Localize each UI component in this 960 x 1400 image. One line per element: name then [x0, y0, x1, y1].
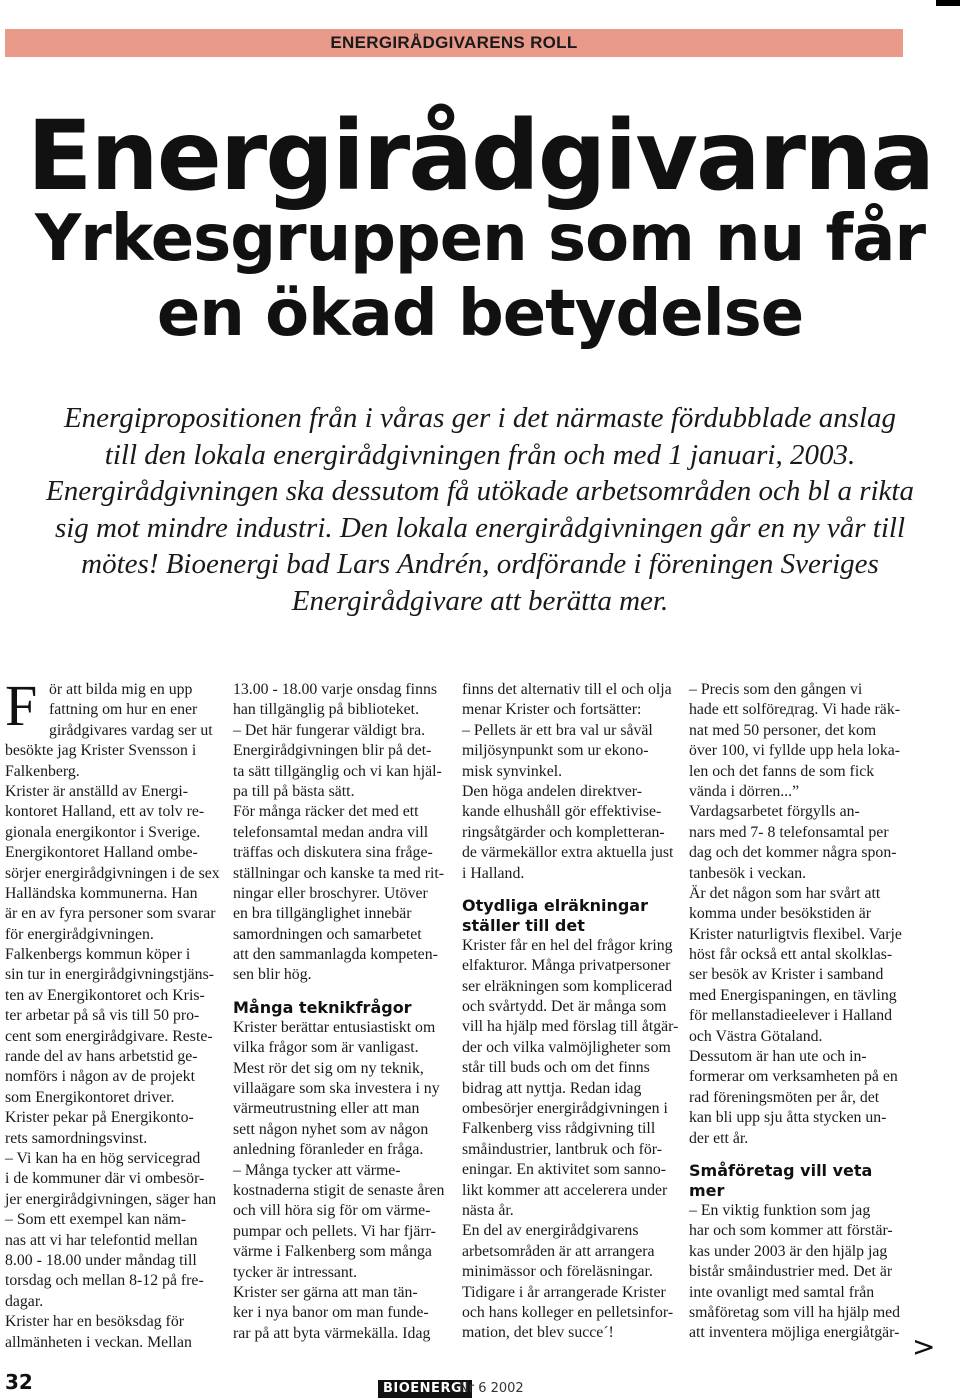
body-text-line: Krister pekar på Energikonto-	[5, 1109, 194, 1127]
article-column-3	[462, 680, 692, 1344]
body-text-line: telefonsamtal medan andra vill	[233, 823, 429, 841]
body-text-line: värmeutrustning eller att man	[233, 1100, 420, 1118]
body-text-line: i Halland.	[462, 864, 525, 882]
body-text-line: gionala energikontor i Sverige.	[5, 823, 201, 841]
body-text-line: småföretag som vill ha hjälp med	[689, 1303, 901, 1321]
body-text-line: misk synvinkel.	[462, 762, 563, 780]
lead-paragraph	[20, 400, 940, 619]
body-text-line: och svårtydd. Det är många som	[462, 998, 667, 1016]
body-text-line: Energikontoret Halland ombe-	[5, 844, 198, 862]
body-text-line: nas att vi har telefontid mellan	[5, 1231, 198, 1249]
body-text-line: Energirådgivningen blir på det-	[233, 742, 432, 760]
subhead-line: mer	[689, 1180, 725, 1200]
body-text-line: hade ett solförедrag. Vi hade räk-	[689, 701, 900, 719]
body-text-line: 8.00 - 18.00 under måndag till	[5, 1251, 197, 1269]
body-text-line: för energirådgivningen.	[5, 925, 154, 943]
body-text-line: jer energirådgivningen, säger han	[5, 1190, 217, 1208]
subhead-line: Otydliga elräkningar	[462, 895, 648, 915]
body-text-line: Halländska kommunerna. Han	[5, 884, 198, 902]
subhead-line: Småföretag vill veta	[689, 1160, 873, 1180]
body-text-line: Krister har en besöksdag för	[5, 1313, 184, 1331]
body-text-line: eningar. En aktivitet som sanno-	[462, 1161, 667, 1179]
body-text-line: bistår småindustrier med. Det är	[689, 1263, 893, 1281]
body-text-line: Krister får en hel del frågor kring	[462, 936, 673, 954]
body-text-line: kande elhushåll gör effektivise-	[462, 803, 662, 821]
body-text-line: Falkenberg viss rådgivning till	[462, 1120, 656, 1138]
body-text-line: ser elräkningen som komplicerad	[462, 977, 673, 995]
body-text-line: finns det alternativ till el och olja	[462, 681, 672, 698]
lead-line: sig mot mindre industri. Den lokala energirådgivningen går en ny vår till	[54, 511, 906, 544]
body-text-line: rande del av hans arbetstid ge-	[5, 1048, 198, 1066]
subhead-otydliga-elrakningar	[462, 896, 692, 936]
body-text-line: står till buds och om det finns	[462, 1059, 650, 1077]
continue-arrow-icon: >	[912, 1330, 936, 1363]
body-text-line: för mellanstadieelever i Halland	[689, 1007, 893, 1025]
body-text-line: kas under 2003 är den hjälp jag	[689, 1242, 888, 1260]
body-text-line: nomförs i någon av de projekt	[5, 1068, 195, 1086]
subhead-text: Många teknikfrågor	[233, 997, 412, 1017]
page-number: 32	[5, 1370, 33, 1394]
body-text-line: För många räcker det med ett	[233, 803, 419, 821]
subhead-manga-teknikfragor	[233, 998, 463, 1018]
body-text-line: värme i Falkenberg som många	[233, 1243, 432, 1261]
body-text-line: girådgivares vardag ser ut	[49, 721, 213, 739]
body-text-line: menar Krister och fortsätter:	[462, 701, 642, 719]
dropcap-block	[5, 673, 235, 741]
body-text-line: kostnaderna stigit de senaste åren	[233, 1181, 445, 1199]
body-text-line: bidrag att nyttja. Redan idag	[462, 1079, 642, 1097]
body-text-line: ser besök av Krister i samband	[689, 966, 884, 984]
body-text-line: de värmekällor extra aktuella just	[462, 844, 674, 862]
body-text-line: mation, det blev succe´!	[462, 1324, 614, 1342]
subhead-smaforetag-vill-veta-mer	[689, 1161, 919, 1201]
body-text-line: torsdag och mellan 8-12 på fre-	[5, 1272, 204, 1290]
body-text-line: len och det fanns de som fick	[689, 762, 875, 780]
body-text-line: nars med 7- 8 telefonsamtal per	[689, 823, 889, 841]
body-text-line: Mest rör det sig om ny teknik,	[233, 1059, 424, 1077]
lead-line: mötes! Bioenergi bad Lars Andrén, ordförande i föreningen Sveriges	[81, 548, 879, 580]
issue-label: Nr 6 2002	[459, 1381, 524, 1396]
body-text-line: att den sammanlagda kompeten-	[233, 946, 438, 964]
subhead-line: ställer till det	[462, 915, 585, 935]
headline-title: Energirådgivarna	[26, 100, 934, 212]
body-text-line: Tidigare i år arrangerade Krister	[462, 1283, 666, 1301]
body-text-line: ter arbetar på så vis till 50 pro-	[5, 1007, 200, 1025]
corner-mark	[936, 0, 960, 6]
body-text-line: arbetsområden är att arrangera	[462, 1242, 655, 1260]
body-text-line: och hans kolleger en pelletsinfor-	[462, 1303, 674, 1321]
body-text-line: allmänheten i veckan. Mellan	[5, 1333, 192, 1351]
body-text-line: i de kommuner där vi ombesör-	[5, 1170, 205, 1188]
body-text-line: träffas och diskutera sina fråge-	[233, 844, 433, 862]
body-text-line: dag och det kommer några spon-	[689, 844, 897, 862]
body-text-line: fattning om hur en ener	[49, 701, 198, 719]
body-text-line: – Som ett exempel kan näm-	[5, 1211, 187, 1229]
body-text-line: sörjer energirådgivningen i de sex	[5, 864, 220, 882]
body-text-line: likt kommer att accelerera under	[462, 1181, 668, 1199]
body-text-line: sen blir hög.	[233, 966, 312, 984]
body-text-line: – Vi kan ha en hög servicegrad	[5, 1149, 201, 1167]
body-text-line: rar på att byta värmekälla. Idag	[233, 1324, 431, 1342]
body-text-line: Falkenbergs kommun köper i	[5, 946, 191, 964]
body-text-line: rets samordningsvinst.	[5, 1129, 148, 1147]
body-text-line: ringsåtgärder och kompletteran-	[462, 823, 665, 841]
lead-line: Energirådgivningen ska dessutom få utökade arbetsområden och bl a rikta	[45, 475, 914, 507]
body-text-line: en bra tillgänglighet innebär	[233, 905, 412, 923]
body-text-line: och vill höra sig för om värme-	[233, 1202, 431, 1220]
body-text-line: tanbesök i veckan.	[689, 864, 807, 882]
body-text-line: Krister berättar entusiastiskt om	[233, 1018, 436, 1036]
body-text-line: vill ha hjälp med förslag till åtgär-	[462, 1018, 679, 1036]
body-text-line: anledning föranleder en fråga.	[233, 1141, 424, 1159]
body-text-line: med Energispaningen, en tävling	[689, 986, 897, 1004]
body-text-line: komma under besökstiden är	[689, 905, 872, 923]
body-text-line: inte ovanligt med samtal från	[689, 1283, 875, 1301]
body-text-line: formerar om verksamheten på en	[689, 1068, 898, 1086]
body-text-line: vända i dörren...”	[689, 782, 800, 800]
body-text-line: minimässor och föreläsningar.	[462, 1263, 653, 1281]
body-text-line: Är det någon som har svårt att	[689, 884, 881, 902]
article-column-2	[233, 680, 463, 1344]
body-text-line: miljösynpunkt som ur ekono-	[462, 742, 649, 760]
body-text-line: höst får också ett antal skolklas-	[689, 946, 893, 964]
body-text-line: Den höga andelen direktver-	[462, 782, 642, 800]
body-text-line: att inventera möjliga energiåtgär-	[689, 1324, 900, 1342]
body-text-line: ta sätt tillgänglig och vi kan hjäl-	[233, 762, 442, 780]
body-text-line: 13.00 - 18.00 varje onsdag finns	[233, 681, 438, 698]
headline-subtitle-line1: Yrkesgruppen som nu får	[34, 202, 926, 276]
body-text-line: der och vilka valmöjligheter som	[462, 1038, 671, 1056]
magazine-logo: BIOENERGI	[378, 1380, 472, 1398]
body-text-line: som Energikontoret driver.	[5, 1088, 175, 1106]
article-column-1	[5, 673, 235, 1353]
body-text-line: Krister är anställd av Energi-	[5, 782, 189, 800]
body-text-line: har och som kommer att förstär-	[689, 1222, 893, 1240]
body-text-line: sett någon nyhet som av någon	[233, 1120, 429, 1138]
body-text-line: över 100, vi fyllde upp hela loka-	[689, 742, 901, 760]
lead-line: till den lokala energirådgivningen från och med 1 januari, 2003.	[104, 438, 856, 471]
body-text-line: Vardagsarbetet förgylls an-	[689, 803, 860, 821]
headline-subtitle-line2: en ökad betydelse	[156, 277, 804, 351]
body-text-line: samordningen och samarbetet	[233, 925, 422, 943]
body-text-line: och Västra Götaland.	[689, 1027, 823, 1045]
body-text-line: pumpar och pellets. Vi har fjärr-	[233, 1222, 436, 1240]
body-text-line: Falkenberg.	[5, 762, 80, 780]
body-text-line: rad föreningsmöten per år, det	[689, 1088, 880, 1106]
body-text-line: han tillgänglig på biblioteket.	[233, 701, 420, 719]
body-text-line: – Precis som den gången vi	[689, 681, 863, 698]
body-text-line: tycker är intressant.	[233, 1263, 358, 1281]
body-text-line: cent som energirådgivare. Reste-	[5, 1027, 213, 1045]
body-text-line: Dessutom är han ute och in-	[689, 1048, 867, 1066]
body-text-line: besökte jag Krister Svensson i	[5, 742, 197, 760]
body-text-line: ker i nya banor om man funde-	[233, 1304, 429, 1322]
body-text-line: dagar.	[5, 1292, 44, 1310]
lead-line: Energirådgivare att berätta mer.	[291, 584, 669, 617]
body-text-line: – En viktig funktion som jag	[689, 1201, 871, 1219]
body-text-line: ställningar och kanske ta med rit-	[233, 864, 444, 882]
body-text-line: En del av energirådgivarens	[462, 1222, 639, 1240]
body-text-line: – Många tycker att värme-	[233, 1161, 401, 1179]
section-banner	[5, 29, 903, 57]
body-text-line: ombesörjer energirådgivningen i	[462, 1100, 668, 1118]
body-text-line: kontoret Halland, ett av tolv re-	[5, 803, 205, 821]
article-column-4	[689, 680, 919, 1344]
dropcap-letter: F	[5, 673, 38, 738]
body-text-line: småindustrier, lantbruk och för-	[462, 1140, 662, 1158]
body-text-line: är en av fyra personer som svarar	[5, 905, 216, 923]
body-text-line: elfakturor. Många privatpersoner	[462, 957, 671, 975]
lead-line: Energipropositionen från i våras ger i det närmaste fördubblade anslag	[63, 402, 897, 434]
body-text-line: nästa år.	[462, 1201, 514, 1219]
body-text-line: kan bli upp sju åtta stycken un-	[689, 1109, 887, 1127]
body-text-line: ör att bilda mig en upp	[49, 681, 193, 698]
body-text-line: Krister naturligtvis flexibel. Varje	[689, 925, 902, 943]
body-text-line: villaägare som ska investera i ny	[233, 1080, 440, 1098]
body-text-line: sin tur in energirådgivningstjäns-	[5, 966, 214, 984]
body-text-line: – Det här fungerar väldigt bra.	[233, 721, 426, 739]
body-text-line: pa till på bästa sätt.	[233, 782, 355, 800]
body-text-line: ningar eller broschyrer. Utöver	[233, 884, 428, 902]
body-text-line: ten av Energikontoret och Kris-	[5, 986, 205, 1004]
body-text-line: – Pellets är ett bra val ur såväl	[462, 721, 653, 739]
body-text-line: nat med 50 personer, det kom	[689, 721, 877, 739]
body-text-line: Krister ser gärna att man tän-	[233, 1283, 418, 1301]
body-text-line: der ett år.	[689, 1129, 749, 1147]
body-text-line: vilka frågor som är vanligast.	[233, 1039, 419, 1057]
section-label: ENERGIRÅDGIVARENS ROLL	[330, 33, 578, 52]
